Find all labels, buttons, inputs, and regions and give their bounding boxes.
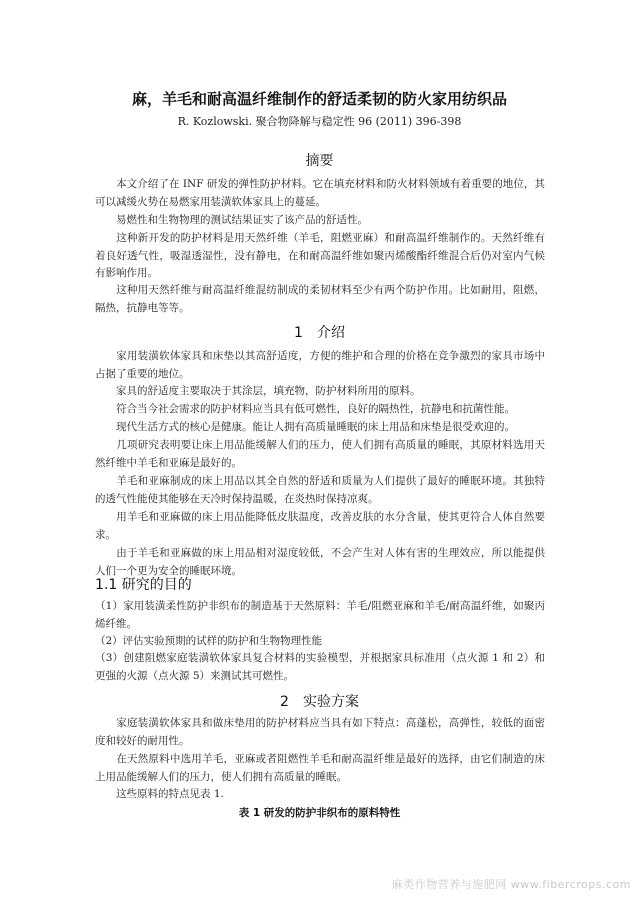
section-heading-objectives: 1.1 研究的目的 [95, 577, 192, 593]
objective-item: （2）评估实验预期的试样的防护和生物物理性能 [95, 635, 323, 647]
experiment-paragraph: 这些原料的特点见表 1. [116, 788, 224, 800]
abstract-heading: 摘要 [305, 153, 334, 169]
abstract-paragraph: 这种用天然纤维与耐高温纤维混纺制成的柔韧材料至少有两个防护作用。比如耐用，阻燃，隔热，抗静电等等。 [95, 284, 545, 314]
section-heading-experiment: 2 实验方案 [280, 694, 359, 710]
abstract-paragraph: 易燃性和生物物理的测试结果证实了该产品的舒适性。 [116, 214, 368, 226]
paper-title: 麻，羊毛和耐高温纤维制作的舒适柔韧的防火家用纺织品 [131, 90, 507, 108]
intro-paragraph: 家具的舒适度主要取决于其涂层，填充物，防护材料所用的原料。 [116, 385, 421, 397]
citation: R. Kozlowski. 聚合物降解与稳定性 96 (2011) 396-398 [177, 115, 462, 128]
abstract-paragraph: 这种新开发的防护材料是用天然纤维（羊毛，阻燃亚麻）和耐高温纤维制作的。天然纤维有着良好透气性，吸湿透湿性，没有静电，在和耐高温纤维如聚丙烯酸酯纤维混合后仍对室内气候有影响作用。 [95, 232, 545, 279]
watermark: 麻类作物营养与施肥网 www.fibercrops.com [391, 878, 631, 891]
intro-paragraph: 符合当今社会需求的防护材料应当具有低可燃性，良好的隔热性，抗静电和抗菌性能。 [116, 403, 515, 415]
experiment-paragraph: 家庭装潢软体家具和做床垫用的防护材料应当具有如下特点：高蓬松，高弹性，较低的面密度和较好的耐用性。 [95, 717, 545, 747]
intro-paragraph: 现代生活方式的核心是健康。能让人拥有高质量睡眠的床上用品和床垫是很受欢迎的。 [116, 421, 515, 433]
intro-paragraph: 羊毛和亚麻制成的床上用品以其全自然的舒适和质量为人们提供了最好的睡眠环境。其独特的透气性能使其能够在天冷时保持温暖，在炎热时保持凉爽。 [95, 475, 545, 505]
objective-item: （1）家用装潢柔性防护非织布的制造基于天然原料：羊毛/阻燃亚麻和羊毛/耐高温纤维，如聚丙烯纤维。 [95, 600, 545, 630]
abstract-paragraph: 本文介绍了在 INF 研发的弹性防护材料。它在填充材料和防火材料领域有着重要的地位，其可以减缓火势在易燃家用装潢软体家具上的蔓延。 [95, 178, 545, 208]
intro-paragraph: 用羊毛和亚麻做的床上用品能降低皮肤温度，改善皮肤的水分含量，使其更符合人体自然要求。 [95, 511, 545, 541]
experiment-paragraph: 在天然原料中选用羊毛，亚麻或者阻燃性羊毛和耐高温纤维是最好的选择，由它们制造的床上用品能缓解人们的压力，使人们拥有高质量的睡眠。 [95, 753, 545, 783]
intro-paragraph: 几项研究表明要让床上用品能缓解人们的压力，使人们拥有高质量的睡眠，其原材料选用天然纤维中羊毛和亚麻是最好的。 [95, 439, 545, 469]
section-heading-introduction: 1 介绍 [294, 325, 345, 341]
intro-paragraph: 家用装潢软体家具和床垫以其高舒适度，方便的维护和合理的价格在竞争激烈的家具市场中占据了重要的地位。 [95, 350, 545, 380]
table-caption: 表 1 研发的防护非织布的原料特性 [238, 807, 401, 819]
objective-item: （3）创建阻燃家庭装潢软体家具复合材料的实验模型，并根据家具标准用（点火源 1 和 2）和更强的火源（点火源 5）来测试其可燃性。 [95, 652, 545, 682]
intro-paragraph: 由于羊毛和亚麻做的床上用品相对湿度较低，不会产生对人体有害的生理效应，所以能提供人们一个更为安全的睡眠环境。 [95, 547, 545, 577]
